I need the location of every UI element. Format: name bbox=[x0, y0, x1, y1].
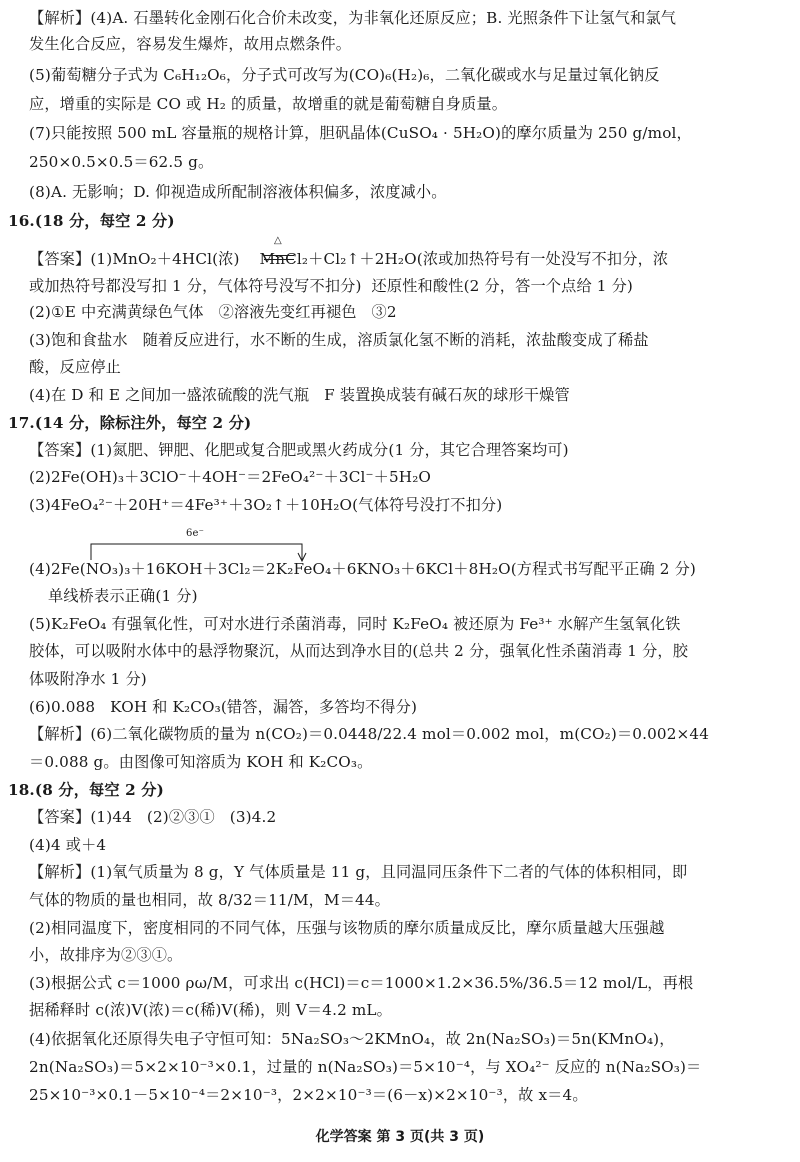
answer-line: 【解析】(1)氧气质量为 8 g，Y 气体质量是 11 g，且同温同压条件下二者的气体的体积相同，即 bbox=[29, 863, 688, 881]
answer-line: (6)0.088 KOH 和 K₂CO₃(错答，漏答，多答均不得分) bbox=[29, 698, 418, 716]
answer-line: 单线桥表示正确(1 分) bbox=[48, 587, 198, 605]
answer-line: ＝0.088 g。由图像可知溶质为 KOH 和 K₂CO₃。 bbox=[29, 753, 373, 771]
answer-line: (2)相同温度下，密度相同的不同气体，压强与该物质的摩尔质量成反比，摩尔质量越大压强越 bbox=[29, 919, 665, 937]
page-footer: 化学答案 第 3 页(共 3 页) bbox=[315, 1129, 485, 1145]
answer-line: 酸，反应停止 bbox=[29, 358, 122, 376]
answer-line: (4)4 或＋4 bbox=[29, 836, 107, 854]
answer-line: (2)2Fe(OH)₃＋3ClO⁻＋4OH⁻＝2FeO₄²⁻＋3Cl⁻＋5H₂O bbox=[29, 468, 432, 486]
answer-line: (5)葡萄糖分子式为 C₆H₁₂O₆，分子式可改写为(CO)₆(H₂)₆，二氧化碳或水与足量过氧化钠反 bbox=[29, 66, 660, 84]
answer-line: 【答案】(1)MnO₂＋4HCl(浓) MnCl₂＋Cl₂↑＋2H₂O(浓或加热符号有一处没写不扣分，浓 bbox=[29, 250, 669, 268]
answer-line: 【答案】(1)44 (2)②③① (3)4.2 bbox=[29, 808, 277, 826]
answer-line: 小，故排序为②③①。 bbox=[29, 946, 183, 964]
answer-line: (5)K₂FeO₄ 有强氧化性，可对水进行杀菌消毒，同时 K₂FeO₄ 被还原为 Fe³⁺ 水解产生氢氧化铁 bbox=[29, 615, 681, 633]
answer-line: 25×10⁻³×0.1－5×10⁻⁴＝2×10⁻³，2×2×10⁻³＝(6－x)×2×10⁻³，故 x＝4。 bbox=[29, 1086, 588, 1104]
answer-line: (3)4FeO₄²⁻＋20H⁺＝4Fe³⁺＋3O₂↑＋10H₂O(气体符号没打不扣分) bbox=[29, 496, 503, 514]
answer-line: (4)依据氧化还原得失电子守恒可知：5Na₂SO₃～2KMnO₄，故 2n(Na₂SO₃)＝5n(KMnO₄)， bbox=[29, 1030, 675, 1048]
answer-line: 250×0.5×0.5＝62.5 g。 bbox=[29, 153, 214, 171]
answer-line: 应，增重的实际是 CO 或 H₂ 的质量，故增重的就是葡萄糖自身质量。 bbox=[29, 95, 508, 113]
answer-line: 或加热符号都没写扣 1 分，气体符号没写不扣分) 还原性和酸性(2 分，答一个点给 1 分) bbox=[29, 277, 633, 295]
answer-line: 2n(Na₂SO₃)＝5×2×10⁻³×0.1，过量的 n(Na₂SO₃)＝5×10⁻⁴，与 XO₄²⁻ 反应的 n(Na₂SO₃)＝ bbox=[29, 1058, 702, 1076]
answer-line: (3)饱和食盐水 随着反应进行，水不断的生成，溶质氯化氢不断的消耗，浓盐酸变成了稀盐 bbox=[29, 331, 649, 349]
answer-line: 发生化合反应，容易发生爆炸，故用点燃条件。 bbox=[29, 35, 352, 53]
answer-line: (8)A. 无影响；D. 仰视造成所配制溶液体积偏多，浓度减小。 bbox=[29, 183, 447, 201]
answer-line: 【解析】(6)二氧化碳物质的量为 n(CO₂)＝0.0448/22.4 mol＝0.002 mol，m(CO₂)＝0.002×44 bbox=[29, 725, 710, 743]
section-heading: 16.(18 分，每空 2 分) bbox=[8, 212, 175, 230]
section-heading: 17.(14 分，除标注外，每空 2 分) bbox=[8, 414, 252, 432]
answer-line: 气体的物质的量也相同，故 8/32＝11/M，M＝44。 bbox=[29, 891, 391, 909]
answer-line: 【解析】(4)A. 石墨转化金刚石化合价未改变，为非氧化还原反应；B. 光照条件下让氢气和氯气 bbox=[29, 9, 677, 27]
electron-count-label: 6e⁻ bbox=[186, 528, 205, 539]
section-heading: 18.(8 分，每空 2 分) bbox=[8, 781, 164, 799]
answer-line: (3)根据公式 c＝1000 ρω/M，可求出 c(HCl)＝c＝1000×1.2×36.5%/36.5＝12 mol/L，再根 bbox=[29, 974, 694, 992]
answer-line: 【答案】(1)氮肥、钾肥、化肥或复合肥或黑火药成分(1 分，其它合理答案均可) bbox=[29, 441, 569, 459]
heat-symbol: △ bbox=[274, 235, 282, 246]
answer-line: (4)2Fe(NO₃)₃＋16KOH＋3Cl₂＝2K₂FeO₄＋6KNO₃＋6KCl＋8H₂O(方程式书写配平正确 2 分) bbox=[29, 560, 696, 578]
answer-line: (2)①E 中充满黄绿色气体 ②溶液先变红再褪色 ③2 bbox=[29, 303, 397, 321]
answer-line: 胶体，可以吸附水体中的悬浮物聚沉，从而达到净水目的(总共 2 分，强氧化性杀菌消毒 1 分，胶 bbox=[29, 642, 689, 660]
answer-line: 据稀释时 c(浓)V(浓)＝c(稀)V(稀)，则 V＝4.2 mL。 bbox=[29, 1001, 392, 1019]
answer-line: (7)只能按照 500 mL 容量瓶的规格计算，胆矾晶体(CuSO₄ · 5H₂O)的摩尔质量为 250 g/mol， bbox=[29, 124, 692, 142]
answer-line: 体吸附净水 1 分) bbox=[29, 670, 147, 688]
answer-line: (4)在 D 和 E 之间加一盛浓硫酸的洗气瓶 F 装置换成装有碱石灰的球形干燥管 bbox=[29, 386, 570, 404]
